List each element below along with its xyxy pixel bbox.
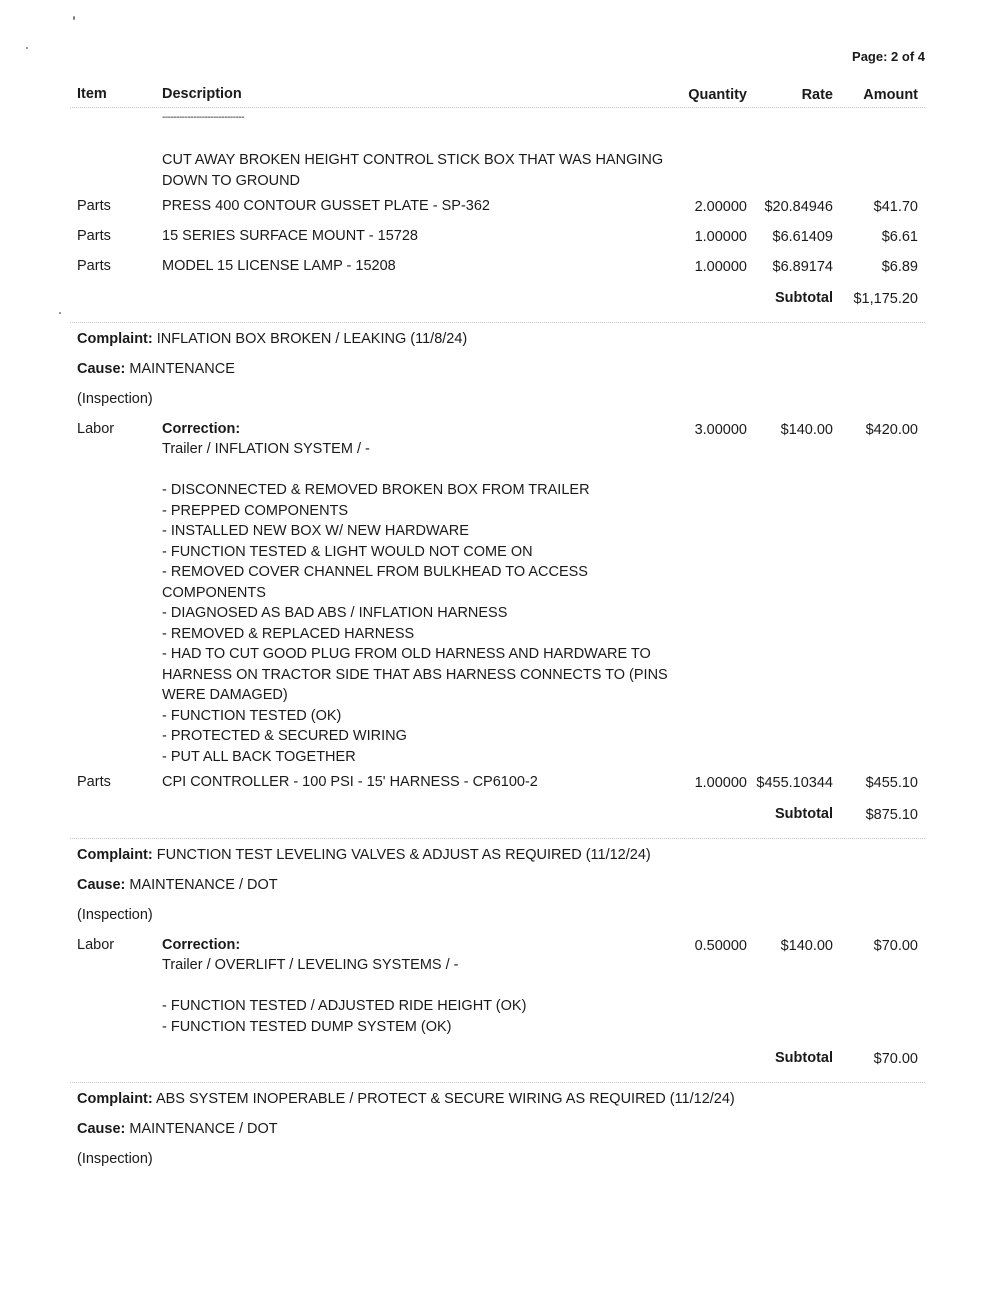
cause-line <box>77 361 235 377</box>
header-amount: Amount <box>863 87 918 103</box>
section-divider <box>70 838 925 839</box>
header-item: Item <box>77 86 107 102</box>
cause-text: MAINTENANCE / DOT <box>129 877 278 893</box>
correction-steps <box>162 480 682 767</box>
subtotal-label: Subtotal <box>775 806 833 822</box>
carryover-line: DOWN TO GROUND <box>162 172 301 189</box>
system-line: Trailer / OVERLIFT / LEVELING SYSTEMS / - <box>162 957 459 973</box>
step-line: - HAD TO CUT GOOD PLUG FROM OLD HARNESS AND HARDWARE TO <box>162 646 651 662</box>
table-row-quantity: 2.00000 <box>694 199 747 215</box>
complaint-label: Complaint: <box>77 331 153 347</box>
subtotal-label: Subtotal <box>775 1050 833 1066</box>
labor-rate: $140.00 <box>780 422 833 438</box>
cause-label: Cause: <box>77 877 126 893</box>
complaint-line <box>77 331 467 347</box>
cause-label: Cause: <box>77 1121 126 1137</box>
table-row-item: Parts <box>77 774 111 790</box>
table-row-quantity: 1.00000 <box>694 229 747 245</box>
complaint-line <box>77 847 651 863</box>
table-row-rate: $6.61409 <box>772 229 833 245</box>
header-rate: Rate <box>801 87 833 103</box>
step-line: - PREPPED COMPONENTS <box>162 502 349 519</box>
step-line: - DIAGNOSED AS BAD ABS / INFLATION HARNESS <box>162 605 508 621</box>
correction-label: Correction: <box>162 421 241 437</box>
carryover-text <box>162 150 682 191</box>
complaint-label: Complaint: <box>77 1091 153 1107</box>
complaint-line <box>77 1091 735 1107</box>
cause-text: MAINTENANCE <box>129 361 235 377</box>
labor-quantity: 3.00000 <box>694 422 747 438</box>
complaint-text: ABS SYSTEM INOPERABLE / PROTECT & SECURE WIRING AS REQUIRED (11/12/24) <box>155 1091 735 1107</box>
table-row-quantity: 1.00000 <box>694 259 747 275</box>
cause-line <box>77 877 278 893</box>
labor-item: Labor <box>77 421 115 437</box>
inspection-label: (Inspection) <box>77 391 153 407</box>
step-line: - PUT ALL BACK TOGETHER <box>162 748 356 765</box>
step-line: - FUNCTION TESTED / ADJUSTED RIDE HEIGHT (OK) <box>162 998 527 1014</box>
step-line: - REMOVED & REPLACED HARNESS <box>162 625 415 642</box>
scan-speck <box>59 312 61 314</box>
inspection-label: (Inspection) <box>77 1151 153 1167</box>
system-line: Trailer / INFLATION SYSTEM / - <box>162 441 370 457</box>
step-line: - FUNCTION TESTED DUMP SYSTEM (OK) <box>162 1018 452 1035</box>
labor-quantity: 0.50000 <box>694 938 747 954</box>
step-line: COMPONENTS <box>162 584 266 601</box>
labor-rate: $140.00 <box>780 938 833 954</box>
table-row-rate: $6.89174 <box>772 259 833 275</box>
header-quantity: Quantity <box>688 87 747 103</box>
step-line: HARNESS ON TRACTOR SIDE THAT ABS HARNESS CONNECTS TO (PINS <box>162 666 668 683</box>
table-row-description: CPI CONTROLLER - 100 PSI - 15' HARNESS - CP6100-2 <box>162 774 538 790</box>
table-row-item: Parts <box>77 258 111 274</box>
table-row-description: 15 SERIES SURFACE MOUNT - 15728 <box>162 228 418 244</box>
step-line: WERE DAMAGED) <box>162 687 288 703</box>
step-line: - INSTALLED NEW BOX W/ NEW HARDWARE <box>162 523 469 539</box>
labor-amount: $70.00 <box>873 938 918 954</box>
subtotal-value: $70.00 <box>873 1051 918 1067</box>
step-line: - PROTECTED & SECURED WIRING <box>162 728 407 744</box>
correction-label: Correction: <box>162 937 241 953</box>
subtotal-label: Subtotal <box>775 290 833 306</box>
step-line: - FUNCTION TESTED & LIGHT WOULD NOT COME ON <box>162 543 533 560</box>
table-row-description: MODEL 15 LICENSE LAMP - 15208 <box>162 258 396 274</box>
section-divider <box>70 1082 925 1083</box>
step-line: - DISCONNECTED & REMOVED BROKEN BOX FROM TRAILER <box>162 482 590 498</box>
table-row-item: Parts <box>77 228 111 244</box>
correction-steps <box>162 996 682 1037</box>
carryover-line: CUT AWAY BROKEN HEIGHT CONTROL STICK BOX THAT WAS HANGING <box>162 152 664 168</box>
cause-line <box>77 1121 278 1137</box>
header-divider <box>70 107 925 108</box>
table-row-amount: $6.61 <box>881 229 918 245</box>
labor-item: Labor <box>77 937 115 953</box>
table-row-amount: $6.89 <box>881 259 918 275</box>
header-dash-line: ----------------------------- <box>162 112 245 123</box>
scan-speck <box>26 47 28 49</box>
inspection-label: (Inspection) <box>77 907 153 923</box>
table-row-amount: $41.70 <box>873 199 918 215</box>
table-row-quantity: 1.00000 <box>694 775 747 791</box>
header-description: Description <box>162 86 242 102</box>
complaint-text: INFLATION BOX BROKEN / LEAKING (11/8/24) <box>156 331 468 347</box>
table-row-item: Parts <box>77 198 111 214</box>
table-row-description: PRESS 400 CONTOUR GUSSET PLATE - SP-362 <box>162 198 490 214</box>
subtotal-value: $1,175.20 <box>853 291 918 307</box>
complaint-text: FUNCTION TEST LEVELING VALVES & ADJUST AS REQUIRED (11/12/24) <box>156 847 651 863</box>
cause-text: MAINTENANCE / DOT <box>129 1121 278 1137</box>
complaint-label: Complaint: <box>77 847 153 863</box>
step-line: - FUNCTION TESTED (OK) <box>162 707 342 724</box>
table-row-rate: $20.84946 <box>764 199 833 215</box>
subtotal-value: $875.10 <box>865 807 918 823</box>
cause-label: Cause: <box>77 361 126 377</box>
step-line: - REMOVED COVER CHANNEL FROM BULKHEAD TO ACCESS <box>162 564 588 580</box>
table-row-amount: $455.10 <box>865 775 918 791</box>
table-row-rate: $455.10344 <box>756 775 833 791</box>
section-divider <box>70 322 925 323</box>
labor-amount: $420.00 <box>865 422 918 438</box>
scan-speck <box>73 16 75 20</box>
page-number: Page: 2 of 4 <box>852 49 925 64</box>
